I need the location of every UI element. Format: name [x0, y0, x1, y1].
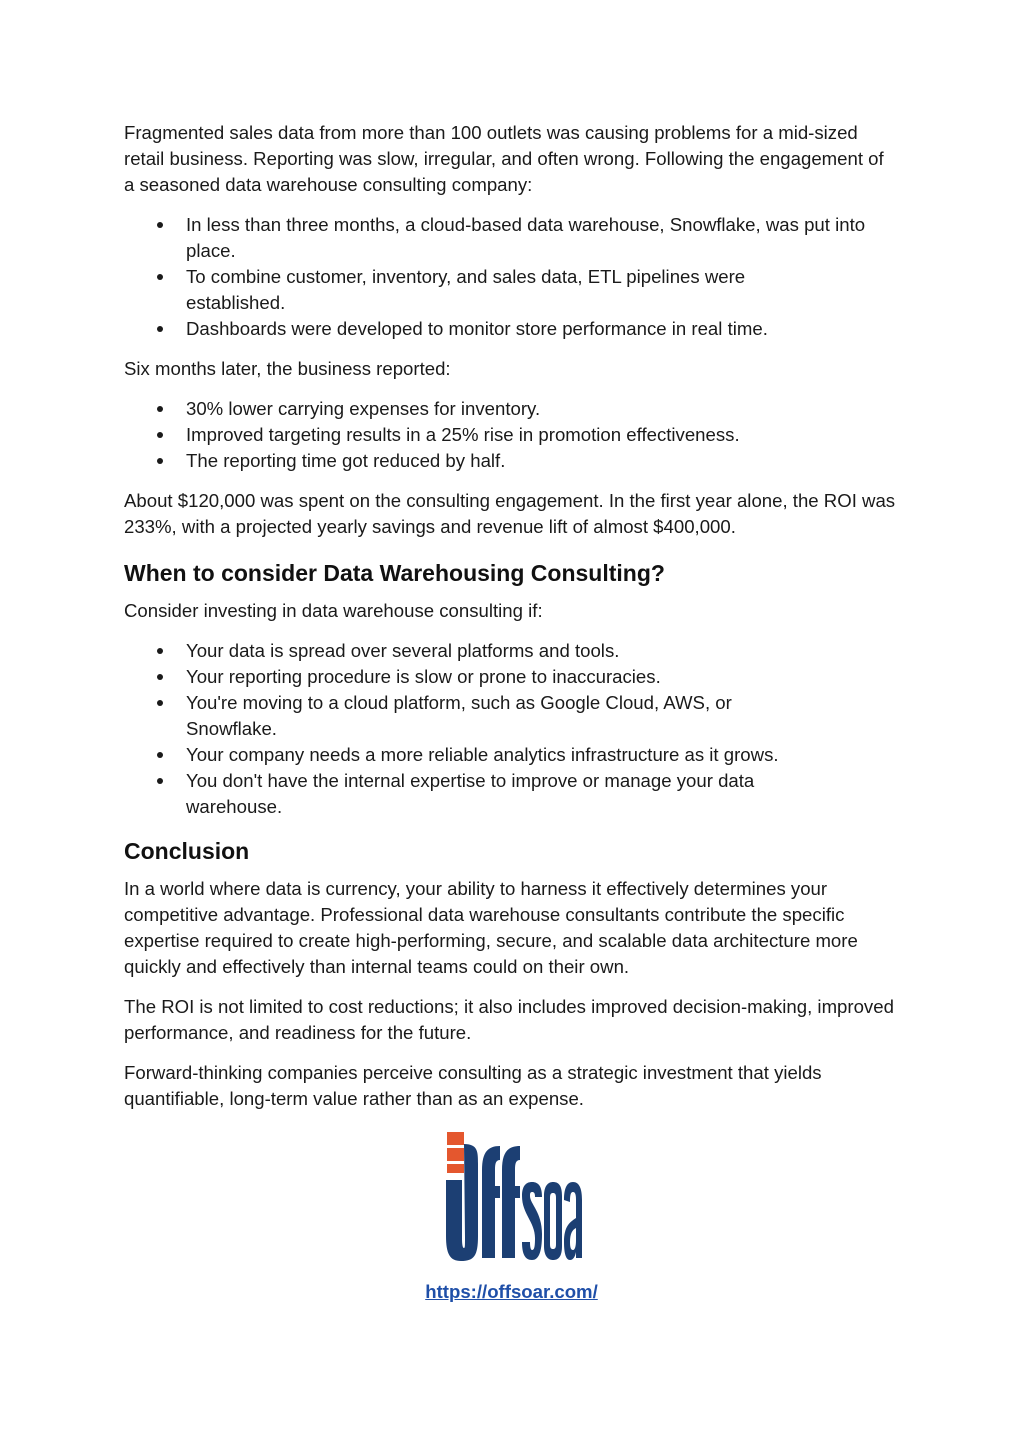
when-list: [124, 638, 914, 820]
bullet-icon: [157, 222, 163, 228]
list-item: Your reporting procedure is slow or prone to inaccuracies.: [124, 664, 914, 690]
intro-paragraph: Fragmented sales data from more than 100 outlets was causing problems for a mid-sized retail business. Reporting was slow, irregular, and often wrong. Following the engagement of a seasoned data warehouse consulting company:: [124, 122, 884, 195]
list-item: Dashboards were developed to monitor store performance in real time.: [124, 316, 914, 342]
list-item: You're moving to a cloud platform, such as Google Cloud, AWS, or Snowflake.: [124, 690, 806, 742]
bullet-icon: [157, 326, 163, 332]
when-heading: When to consider Data Warehousing Consulting?: [124, 560, 665, 586]
bullet-icon: [157, 458, 163, 464]
conclusion-paragraph: The ROI is not limited to cost reductions; it also includes improved decision-making, improved performance, and readiness for the future.: [124, 996, 894, 1043]
website-link[interactable]: https://offsoar.com/: [425, 1281, 598, 1302]
conclusion-paragraph: In a world where data is currency, your ability to harness it effectively determines your competitive advantage. Professional data warehouse consultants contribute the specific expertise required to create high-performing, secure, and scalable data architecture more quickly and effectively than internal teams could on their own.: [124, 878, 858, 977]
list-item: In less than three months, a cloud-based data warehouse, Snowflake, was put into place.: [124, 212, 886, 264]
list-item: Your data is spread over several platforms and tools.: [124, 638, 914, 664]
conclusion-heading: Conclusion: [124, 838, 250, 864]
bullet-icon: [157, 674, 163, 680]
results-intro: Six months later, the business reported:: [124, 358, 451, 379]
document-body: [124, 120, 914, 1112]
list-item: You don't have the internal expertise to improve or manage your data warehouse.: [124, 768, 846, 820]
list-item: 30% lower carrying expenses for inventory.: [124, 396, 914, 422]
when-intro: Consider investing in data warehouse consulting if:: [124, 600, 543, 621]
conclusion-paragraph: Forward-thinking companies perceive consulting as a strategic investment that yields quantifiable, long-term value rather than as an expense.: [124, 1062, 822, 1109]
list-item: Improved targeting results in a 25% rise in promotion effectiveness.: [124, 422, 914, 448]
actions-list: [124, 212, 914, 342]
list-item: To combine customer, inventory, and sales data, ETL pipelines were established.: [124, 264, 826, 316]
bullet-icon: [157, 432, 163, 438]
roi-paragraph: About $120,000 was spent on the consulting engagement. In the first year alone, the ROI was 233%, with a projected yearly savings and revenue lift of almost $400,000.: [124, 490, 896, 537]
offsoar-logo-mark: [444, 1130, 584, 1265]
website-link-row: [0, 1281, 1023, 1303]
results-list: [124, 396, 914, 474]
bullet-icon: [157, 648, 163, 654]
bullet-icon: [157, 778, 163, 784]
bullet-icon: [157, 274, 163, 280]
bullet-icon: [157, 406, 163, 412]
bullet-icon: [157, 700, 163, 706]
list-item: Your company needs a more reliable analytics infrastructure as it grows.: [124, 742, 914, 768]
list-item: The reporting time got reduced by half.: [124, 448, 914, 474]
bullet-icon: [157, 752, 163, 758]
offsoar-logo: [444, 1130, 584, 1265]
